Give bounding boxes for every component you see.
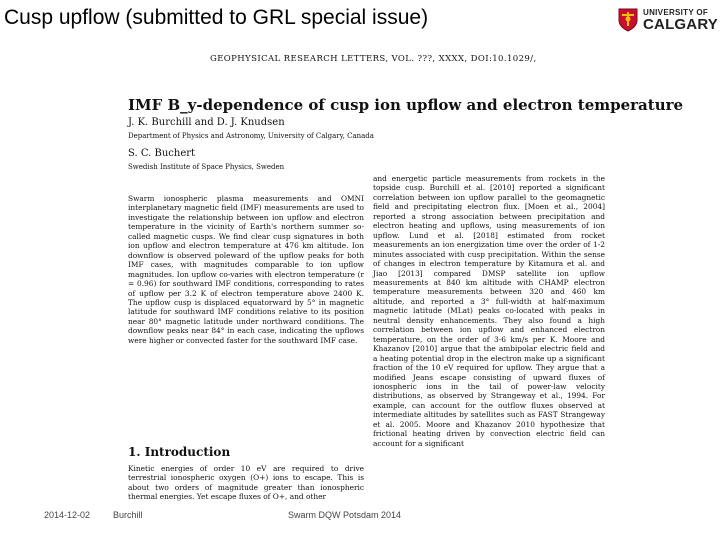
journal-header: GEOPHYSICAL RESEARCH LETTERS, VOL. ???, XXXX, DOI:10.1029/, [210,54,537,64]
paper-screenshot [128,50,684,502]
university-logo [618,8,718,32]
right-column [373,174,605,482]
paper-affiliation-primary: Department of Physics and Astronomy, University of Calgary, Canada [128,132,374,140]
section-heading: 1. Introduction [128,445,231,459]
paper-title: IMF B_y-dependence of cusp ion upflow and electron temperature [128,96,684,114]
right-column-text: and energetic particle measurements from rockets in the topside cusp. Burchill et al. [2010] reported a significant correlation between ion upflow parallel to the geomagnetic field and precipitating electron flux. [Moen et al., 2004] reported a strong association between precipitation and electron heating and upflows, using measurements of ion upflow. Lund et al. [2018] estimated from rocket measurements an ion energization time over the order of 1-2 minutes associated with cusp precipitation. Within the sense of changes in electron temperature by Kitamura et al. and Jiao [2013] compared DMSP satellite ion upflow measurements at 840 km altitude with CHAMP electron temperature measurements between 320 and 460 km altitude, and reported a 3° full-width at half-maximum magnetic latitude (MLat) peaks co-located with peaks in neutral density enhancements. They also found a high correlation between ion upflow and enhanced electron temperature, on the order of 3-6 km/s per K. Moore and Khazanov [2010] argue that the ambipolar electric field and a heating potential drop in the electron make up a significant fraction of the 10 eV required for upflow. They argue that a modified Jeans escape consisting of upward fluxes of ionospheric ions in the tail of power-law velocity distributions, as observed by Strangeway et al., 1994. For example, can account for the outflow fluxes observed at intermediate altitudes by satellites such as FAST Strangeway et al. 2005. Moore and Khazanov 2010 hypothesize that frictional heating driven by convection electric field can account for a significant [373,174,605,448]
footer-date: 2014-12-02 [44,510,91,520]
logo-line-2: CALGARY [643,15,719,33]
slide-title: Cusp upflow (submitted to GRL special issue) [4,6,429,29]
logo-line-1: UNIVERSITY OF [643,7,709,17]
abstract-column [128,194,364,446]
paper-affiliation-secondary: Swedish Institute of Space Physics, Sweden [128,163,285,171]
university-crest-icon [618,8,638,32]
footer-event: Swarm DQW Potsdam 2014 [288,510,402,520]
intro-text: Kinetic energies of order 10 eV are required to drive terrestrial ionospheric oxygen (O+) ions to escape. This is about two orders of magnitude greater than ionospheric thermal energies. Yet escape fluxes of O+, and other [128,464,364,502]
footer-author: Burchill [113,510,143,520]
paper-authors-primary: J. K. Burchill and D. J. Knudsen [128,117,285,128]
intro-column [128,464,364,502]
paper-authors-secondary: S. C. Buchert [128,148,196,159]
abstract-text: Swarm ionospheric plasma measurements and OMNI interplanetary magnetic field (IMF) measurements are used to investigate the relationship between ion upflow and electron temperature in the vicinity of Earth's northern summer so-called magnetic cusps. We find clear cusp signatures in both ion upflow and electron temperature at 476 km altitude. Ion downflow is observed poleward of the upflow peaks for both IMF cases, with magnitudes comparable to ion upflow magnitudes. Ion upflow co-varies with electron temperature (r = 0.96) for southward IMF conditions, corresponding to rates of upflow per 3.2 K of electron temperature above 2400 K. The upflow cusp is displaced equatorward by 5° in magnetic latitude for southward IMF conditions relative to its position near 80° magnetic latitude under northward conditions. The downflow peaks near 84° in each case, indicating the upflows were higher or convected faster for the southward IMF case. [128,194,364,345]
